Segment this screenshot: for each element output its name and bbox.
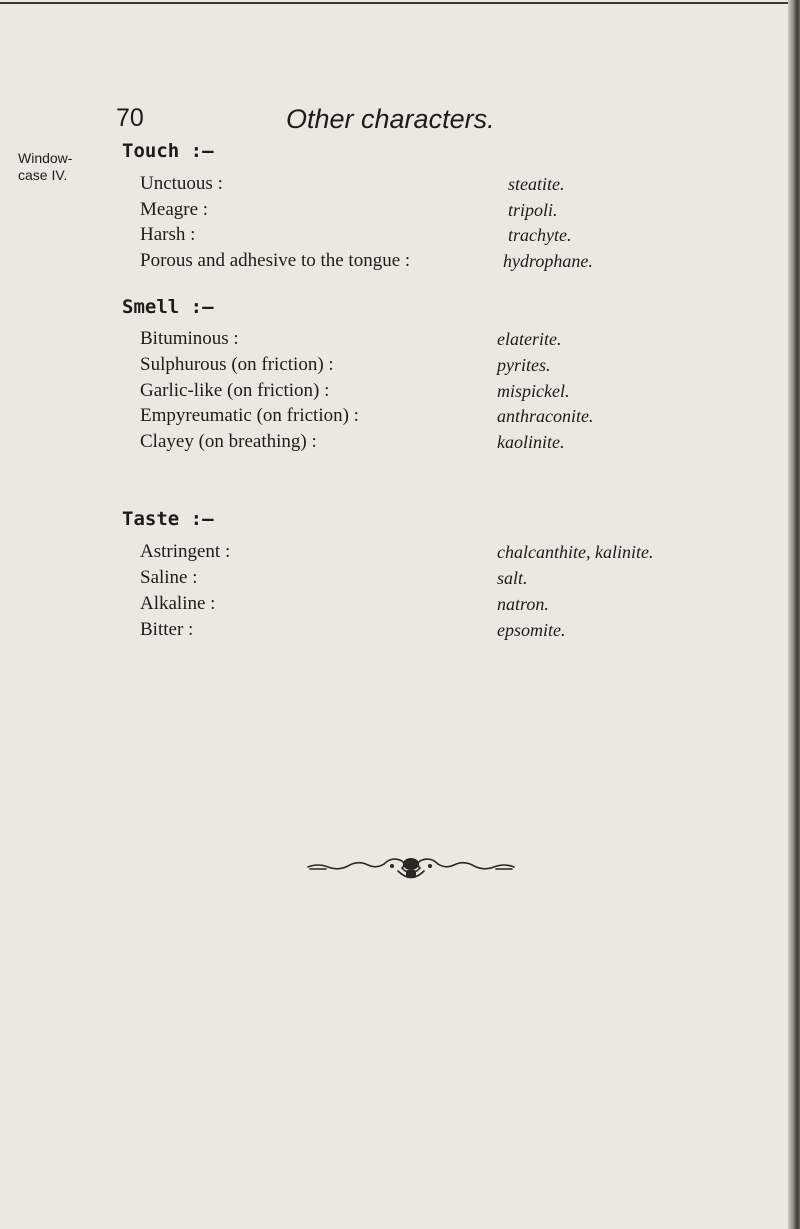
margin-note-line: Window- — [18, 150, 73, 166]
margin-note-line: case IV. — [18, 167, 68, 183]
running-title: Other characters. — [286, 104, 495, 134]
mineral-name: tripoli. — [508, 200, 558, 220]
mineral-name: kaolinite. — [497, 432, 565, 452]
term-label: Alkaline : — [140, 593, 216, 614]
term-label: Clayey (on breathing) : — [140, 431, 317, 452]
page-number: 70 — [116, 104, 144, 132]
section-heading-touch: Touch :— — [122, 140, 214, 162]
mineral-name: chalcanthite, kalinite. — [497, 542, 654, 562]
term-label: Meagre : — [140, 199, 209, 220]
term-label: Harsh : — [140, 224, 196, 245]
mineral-name: steatite. — [508, 174, 565, 194]
term-label: Bituminous : — [140, 328, 239, 349]
term-label: Astringent : — [140, 541, 231, 562]
page-top-rule — [0, 2, 790, 4]
term-label: Unctuous : — [140, 173, 223, 194]
mineral-name: trachyte. — [508, 225, 572, 245]
mineral-name: anthraconite. — [497, 406, 594, 426]
section-heading-smell: Smell :— — [122, 296, 214, 318]
mineral-name: hydrophane. — [503, 251, 593, 271]
term-label: Garlic-like (on friction) : — [140, 380, 330, 401]
mineral-name: salt. — [497, 568, 528, 588]
term-label: Empyreumatic (on friction) : — [140, 405, 359, 426]
mineral-name: natron. — [497, 594, 549, 614]
mineral-name: mispickel. — [497, 381, 570, 401]
mineral-name: epsomite. — [497, 620, 566, 640]
mineral-name: elaterite. — [497, 329, 562, 349]
term-label: Porous and adhesive to the tongue : — [140, 250, 411, 271]
term-label: Bitter : — [140, 619, 194, 640]
margin-note — [18, 150, 72, 184]
term-label: Sulphurous (on friction) : — [140, 354, 334, 375]
tailpiece-ornament-icon — [306, 852, 516, 882]
section-heading-taste: Taste :— — [122, 508, 214, 530]
page-edge-shadow — [788, 0, 800, 1229]
term-label: Saline : — [140, 567, 198, 588]
mineral-name: pyrites. — [497, 355, 551, 375]
